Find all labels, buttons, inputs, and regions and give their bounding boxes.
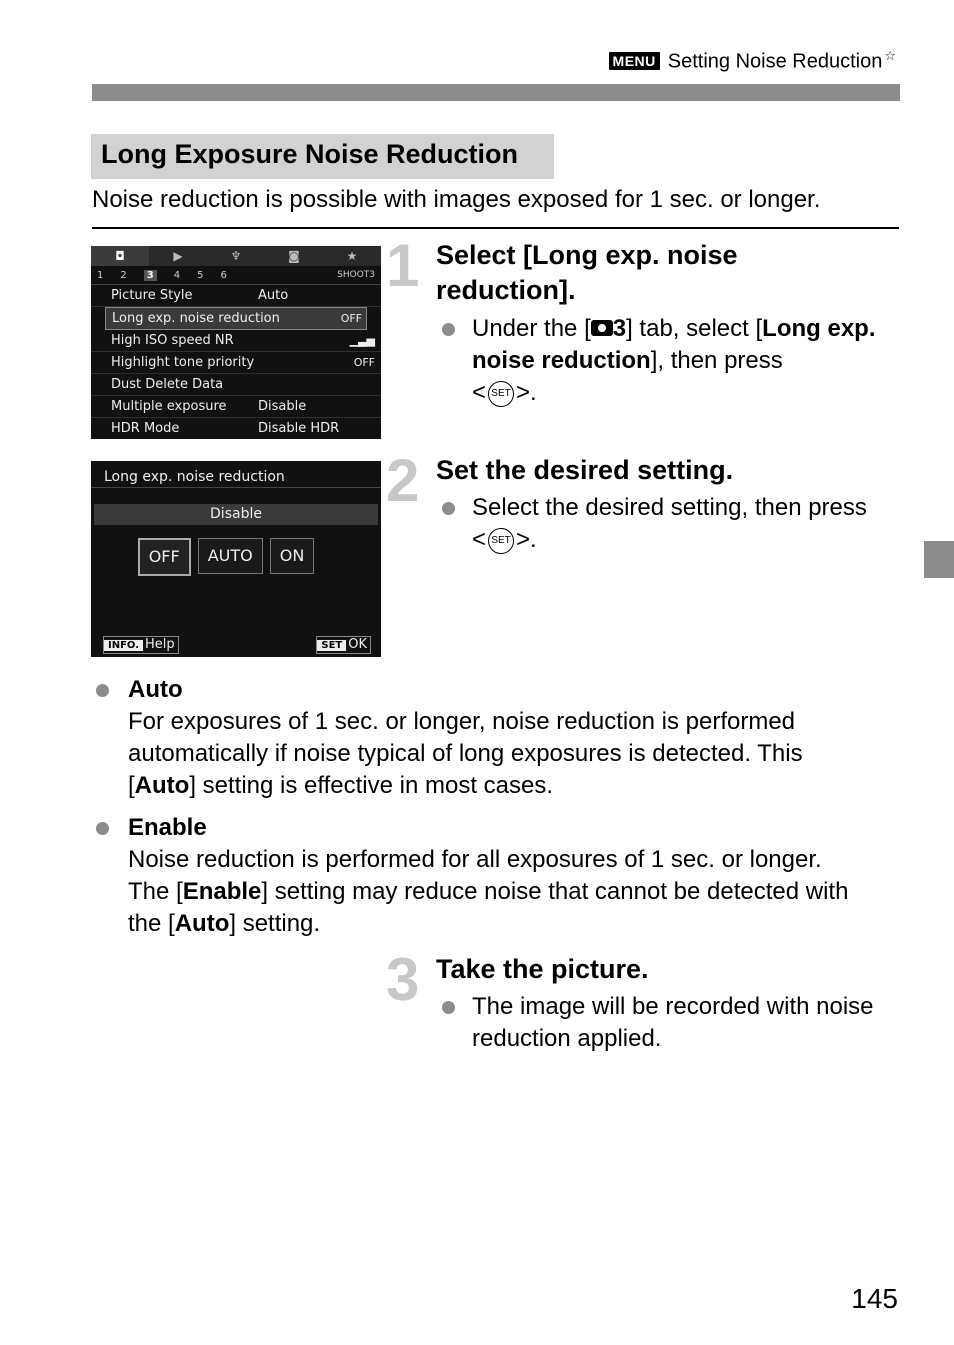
row-value: Disable <box>258 399 307 414</box>
row-value: OFF <box>353 356 375 369</box>
chapter-tab <box>924 541 954 578</box>
subtab-5: 5 <box>197 269 204 281</box>
info-key: INFO. <box>104 640 143 651</box>
bullet-icon <box>442 502 455 515</box>
option-on: ON <box>270 538 315 574</box>
option-off: OFF <box>138 538 191 576</box>
desc-line: the [Auto] setting. <box>128 910 321 937</box>
section-title: Long Exposure Noise Reduction <box>91 134 554 179</box>
camera-setting-screen <box>91 461 381 657</box>
desc-line: The [Enable] setting may reduce noise that cannot be detected with <box>128 878 849 905</box>
custom-tab-icon: ◙ <box>288 249 300 263</box>
row-label: Picture Style <box>111 288 193 303</box>
bullet-icon <box>442 323 455 336</box>
menu-row <box>91 352 381 374</box>
camera-menu-screen <box>91 246 381 439</box>
star-icon: ☆ <box>884 48 896 63</box>
section-rule <box>92 227 899 229</box>
header-bar <box>92 84 900 101</box>
step-body: The image will be recorded with noise reduction applied. <box>472 991 912 1055</box>
shoot-label: SHOOT3 <box>337 270 375 280</box>
level-icon: ▁▃▅ <box>349 334 375 347</box>
set-key: SET <box>317 640 346 651</box>
setup-tab-icon: ♆ <box>230 249 242 263</box>
menu-row <box>91 374 381 396</box>
set-button-icon: SET <box>488 381 514 407</box>
menu-row-selected <box>105 307 367 330</box>
option-auto-desc <box>128 674 918 802</box>
step-body: Select the desired setting, then press < SET >. <box>472 492 912 556</box>
subtab-3: 3 <box>144 270 157 281</box>
section-intro: Noise reduction is possible with images exposed for 1 sec. or longer. <box>92 186 821 213</box>
option-auto: AUTO <box>198 538 263 574</box>
menu-row <box>91 418 381 439</box>
menu-row <box>91 330 381 352</box>
menu-row <box>91 396 381 418</box>
row-label: High ISO speed NR <box>111 333 234 348</box>
step-title: Select [Long exp. noise reduction]. <box>436 240 738 305</box>
desc-line: [Auto] setting is effective in most cases. <box>128 772 554 799</box>
step-title: Set the desired setting. <box>436 455 734 485</box>
mymenu-tab-icon: ★ <box>346 249 358 263</box>
step-number: 1 <box>386 232 420 299</box>
current-value: Disable <box>94 504 378 525</box>
step-title: Take the picture. <box>436 954 649 984</box>
camera-tab-icon <box>591 320 613 336</box>
option-enable-desc <box>128 812 918 940</box>
step-body: Under the [ 3] tab, select [Long exp. noise reduction], then press < SET >. <box>472 313 892 409</box>
row-label: HDR Mode <box>111 421 180 436</box>
running-header <box>609 48 896 74</box>
play-tab-icon: ▶ <box>173 249 183 263</box>
step-number: 2 <box>386 447 420 514</box>
desc-line: For exposures of 1 sec. or longer, noise reduction is performed <box>128 708 796 735</box>
subtab-6: 6 <box>220 269 227 281</box>
option-name: Enable <box>128 814 207 841</box>
shoot-tab-icon: ◘ <box>91 246 149 266</box>
bullet-icon <box>96 684 109 697</box>
row-label: Highlight tone priority <box>111 355 255 370</box>
desc-line: Noise reduction is performed for all exposures of 1 sec. or longer. <box>128 846 822 873</box>
desc-line: automatically if noise typical of long exposures is detected. This <box>128 740 803 767</box>
help-hint: INFO. Help <box>103 636 179 654</box>
option-row <box>91 538 381 576</box>
row-label: Dust Delete Data <box>111 377 224 392</box>
option-name: Auto <box>128 676 183 703</box>
ok-hint: SET OK <box>316 636 371 654</box>
bullet-icon <box>442 1001 455 1014</box>
page-number: 145 <box>851 1283 898 1314</box>
set-button-icon: SET <box>488 528 514 554</box>
row-value: OFF <box>340 312 362 325</box>
row-value: Disable HDR <box>258 421 340 436</box>
header-title: Setting Noise Reduction ☆ <box>667 48 896 73</box>
row-label: Multiple exposure <box>111 399 227 414</box>
subtab-1: 1 <box>97 269 104 281</box>
menu-row <box>91 285 381 307</box>
menu-tabs <box>91 246 381 266</box>
screen-footer <box>103 636 371 654</box>
subtab-2: 2 <box>120 269 127 281</box>
step-number: 3 <box>386 946 420 1013</box>
subtab-4: 4 <box>173 269 181 281</box>
screen-title: Long exp. noise reduction <box>91 461 381 488</box>
menu-subtabs <box>91 266 381 285</box>
menu-badge: MENU <box>609 52 660 70</box>
bullet-icon <box>96 822 109 835</box>
row-label: Long exp. noise reduction <box>112 311 280 326</box>
row-value: Auto <box>258 288 289 303</box>
